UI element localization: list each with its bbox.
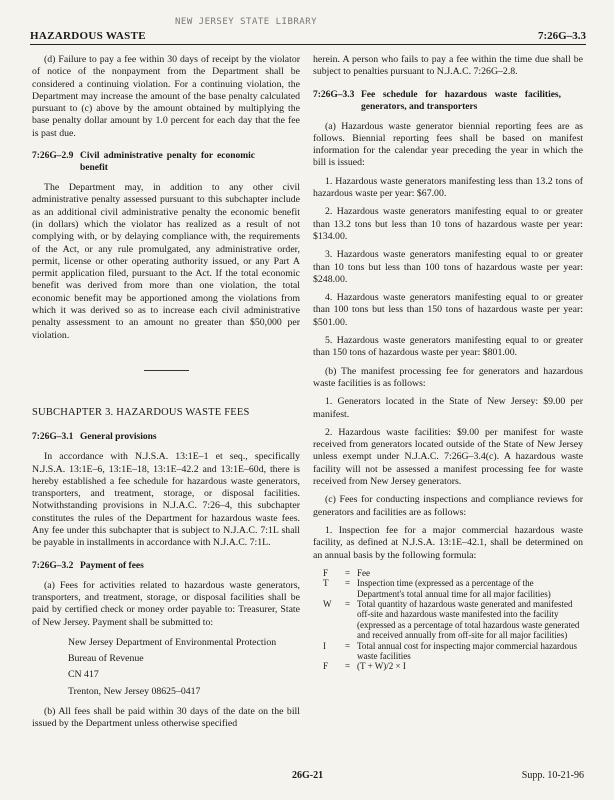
formula-row: T = Inspection time (expressed as a percentage of the Department's total annual time for all major facilities) xyxy=(323,578,583,599)
fee-item-a1: 1. Hazardous waste generators manifesting less than 13.2 tons of hazardous waste per year: $67.00. xyxy=(313,175,583,200)
address-line-1: New Jersey Department of Environmental Protection xyxy=(68,636,277,648)
section-divider xyxy=(144,370,189,371)
section-number: 7:26G–3.3 xyxy=(538,30,586,42)
fee-item-a3: 3. Hazardous waste generators manifesting equal to or greater than 10 tons but less than 100 tons of hazardous waste per year: $248.00. xyxy=(313,249,583,285)
section-heading-2-9 xyxy=(32,150,300,174)
left-column xyxy=(32,54,300,737)
section-title: General provisions xyxy=(80,432,157,443)
formula-definition: Fee xyxy=(357,567,370,578)
formula-definition: Total quantity of hazardous waste generated and manifested off-site and hazardous waste manifested into the facility (expressed as a percentage of total hazardous waste generated and received annually from off-site for all major facilities) xyxy=(357,599,580,641)
formula-row: F = Fee xyxy=(323,568,583,578)
section-num: 7:26G–3.2 xyxy=(32,560,74,571)
address-line-3: CN 417 xyxy=(68,669,99,681)
formula-symbol: W xyxy=(323,599,332,610)
subsection-a-intro: (a) Hazardous waste generator biennial reporting fees are as follows. Biennial reporting fees shall be based on manifest information for the calendar year preceding the year in which the bill is issued: xyxy=(313,120,583,169)
section-3-2-b: (b) All fees shall be paid within 30 days of the date on the bill issued by the Department unless otherwise specified xyxy=(32,705,300,730)
section-num: 7:26G–3.3 xyxy=(313,89,355,100)
fee-item-c1: 1. Inspection fee for a major commercial hazardous waste facility, as defined at N.J.S.A. 13:1E–42.1, shall be determined on an annual basis by the following formula: xyxy=(313,524,583,561)
formula-symbol: F xyxy=(323,661,329,672)
section-title: Payment of fees xyxy=(80,560,144,571)
section-title: Civil administrative penalty for economic benefit xyxy=(80,151,255,174)
formula-symbol: I xyxy=(323,640,326,651)
supplement-date: Supp. 10-21-96 xyxy=(521,770,584,781)
section-num: 7:26G–3.1 xyxy=(32,432,74,443)
address-line-4: Trenton, New Jersey 08625–0417 xyxy=(68,685,201,697)
right-column xyxy=(313,54,583,672)
formula-row: F = (T + W)/2 × I xyxy=(323,661,583,671)
section-2-9-body: The Department may, in addition to any other civil administrative penalty assessed pursuant to this subchapter include as an additional civil administrative penalty the economic benefit (in dollars) which the violator has realized as a result of not complying with, or by delaying compliance with, the requirements of the Act, or any rule promulgated, any administrative order, permit, license or other operating authority issued, or any Part A permit application filed, pursuant to the Act. If the total economic benefit was derived from more than one violation, the total economic benefit may be apportioned among the violations from which it was derived so as to increase each civil administrative penalty assessment to an amount no greater than $50,000 per violation. xyxy=(32,182,300,341)
page-header xyxy=(30,27,586,45)
formula-symbol: F xyxy=(323,567,329,578)
formula-definition: (T + W)/2 × I xyxy=(357,661,406,672)
section-3-1-body: In accordance with N.J.S.A. 13:1E–1 et seq., specifically N.J.S.A. 13:1E–6, 13:1E–18, 13:1E–42.2 and 13:1E–60d, there is hereby established a fee schedule for hazardous waste generators, transporters, and treatment, storage, or disposal facilities. Notwithstanding provisions in N.J.A.C. 7:26–4, this subchapter constitutes the rules of the Department for hazardous waste fees. Any fee under this subchapter that is subject to N.J.A.C. 7:1L shall be payable in installments in accordance with N.J.A.C. 7:1L. xyxy=(32,451,300,549)
running-title: HAZARDOUS WASTE xyxy=(30,30,146,42)
section-3-2-a: (a) Fees for activities related to hazardous waste generators, transporters, and treatment, storage, or disposal facilities shall be paid by certified check or money order payable to: Treasurer, State of New Jersey. Payment shall be submitted to: xyxy=(32,579,300,628)
paragraph-d: (d) Failure to pay a fee within 30 days of receipt by the violator of notice of the nonpayment from the Department shall be considered a continuing violation. For a continuing violation, the Department may increase the amount of the base penalty calculated pursuant to (c) above by the amount obtained by multiplying the base penalty dollar amount by 1.0 percent for each day that the fee is past due. xyxy=(32,54,300,139)
mailing-address xyxy=(68,637,300,698)
fee-item-b1: 1. Generators located in the State of New Jersey: $9.00 per manifest. xyxy=(313,396,583,420)
subsection-b-intro: (b) The manifest processing fee for generators and hazardous waste facilities is as follows: xyxy=(313,365,583,389)
library-stamp: NEW JERSEY STATE LIBRARY xyxy=(175,17,318,27)
fee-formula xyxy=(323,568,583,672)
page-number: 26G-21 xyxy=(292,770,324,781)
fee-item-a5: 5. Hazardous waste generators manifesting equal to or greater than 150 tons of hazardous waste per year: $801.00. xyxy=(313,335,583,359)
subsection-c-intro: (c) Fees for conducting inspections and compliance reviews for generators and facilities are as follows: xyxy=(313,494,583,518)
continuation-text: herein. A person who fails to pay a fee within the time due shall be subject to penalties pursuant to N.J.A.C. 7:26G–2.8. xyxy=(313,54,583,78)
fee-item-b2: 2. Hazardous waste facilities: $9.00 per manifest for waste received from generators located outside of the State of New Jersey unless exempt under N.J.A.C. 7:26G–3.4(c). A hazardous waste facility will not be assessed a manifest processing fee for waste received from New Jersey generators. xyxy=(313,426,583,488)
formula-definition: Total annual cost for inspecting major commercial hazardous waste facilities xyxy=(357,640,578,662)
formula-definition: Inspection time (expressed as a percentage of the Department's total annual time for all major facilities) xyxy=(357,578,551,599)
formula-row: I = Total annual cost for inspecting major commercial hazardous waste facilities xyxy=(323,641,583,662)
fee-item-a4: 4. Hazardous waste generators manifesting equal to or greater than 100 tons but less than 150 tons of hazardous waste per year: $501.00. xyxy=(313,292,583,328)
section-heading-3-3 xyxy=(313,89,583,113)
section-num: 7:26G–2.9 xyxy=(32,151,74,162)
section-heading-3-1 xyxy=(32,431,300,443)
formula-row: W = Total quantity of hazardous waste generated and manifested off-site and hazardous waste manifested into the facility (expressed as a percentage of total hazardous waste generated and received annually from off-site for all major facilities) xyxy=(323,599,583,641)
fee-item-a2: 2. Hazardous waste generators manifesting equal to or greater than 13.2 tons but less than 10 tons of hazardous waste per year: $134.00. xyxy=(313,206,583,242)
address-line-2: Bureau of Revenue xyxy=(68,653,144,665)
formula-symbol: T xyxy=(323,578,329,589)
section-heading-3-2 xyxy=(32,560,300,572)
subchapter-title: SUBCHAPTER 3. HAZARDOUS WASTE FEES xyxy=(32,406,250,418)
section-title: Fee schedule for hazardous waste facilities, generators, and transporters xyxy=(361,89,561,112)
